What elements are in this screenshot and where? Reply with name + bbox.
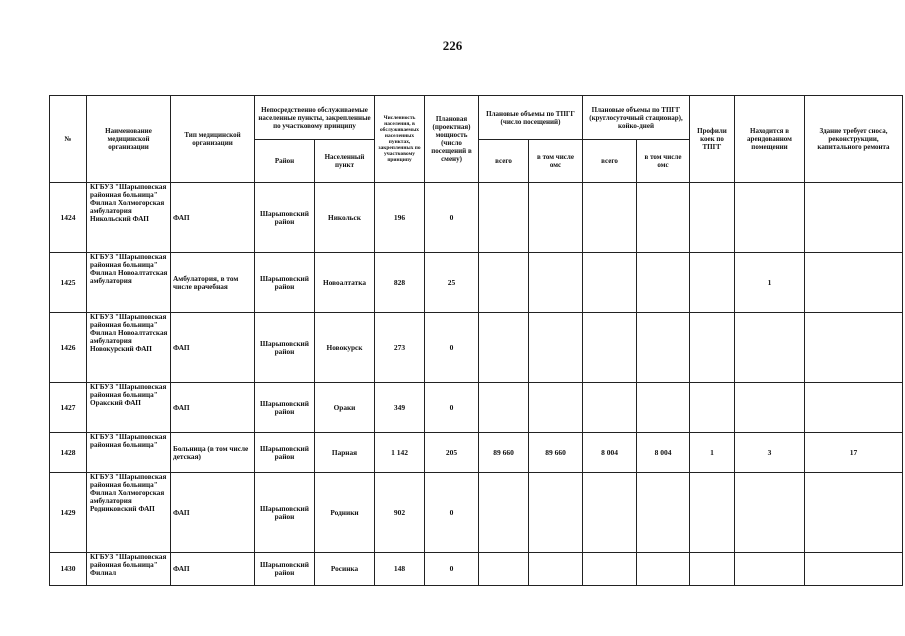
cell-visits-oms — [529, 253, 583, 313]
cell-settlement: Родники — [315, 473, 375, 553]
cell-capacity: 0 — [425, 473, 479, 553]
cell-beds-oms: 8 004 — [637, 433, 690, 473]
cell-visits-oms — [529, 383, 583, 433]
cell-row-number: 1424 — [50, 183, 87, 253]
cell-beds-oms — [637, 313, 690, 383]
cell-beds-total — [583, 183, 637, 253]
table-row — [50, 383, 903, 433]
cell-org-type: ФАП — [171, 553, 255, 586]
header-visits-total: всего — [479, 140, 529, 183]
cell-org-name: КГБУЗ "Шарыповская районная больница" Филиал Холмогорская амбулатория Никольский ФАП — [87, 183, 171, 253]
cell-visits-oms — [529, 183, 583, 253]
cell-rented: 3 — [735, 433, 805, 473]
cell-org-name: КГБУЗ "Шарыповская районная больница" Оракский ФАП — [87, 383, 171, 433]
cell-profile-beds — [690, 383, 735, 433]
cell-rented: 1 — [735, 253, 805, 313]
cell-org-type: Амбулатория, в том числе врачебная — [171, 253, 255, 313]
cell-population: 828 — [375, 253, 425, 313]
cell-org-type: ФАП — [171, 313, 255, 383]
cell-visits-oms — [529, 553, 583, 586]
cell-row-number: 1428 — [50, 433, 87, 473]
cell-visits-total — [479, 473, 529, 553]
cell-org-name: КГБУЗ "Шарыповская районная больница" — [87, 433, 171, 473]
cell-profile-beds — [690, 253, 735, 313]
cell-visits-total — [479, 553, 529, 586]
cell-beds-oms — [637, 383, 690, 433]
cell-org-type: Больница (в том числе детская) — [171, 433, 255, 473]
table-row — [50, 553, 903, 586]
cell-row-number: 1426 — [50, 313, 87, 383]
cell-org-name: КГБУЗ "Шарыповская районная больница" Филиал Новоалтатская амбулатория — [87, 253, 171, 313]
cell-profile-beds — [690, 473, 735, 553]
cell-settlement: Новоалтатка — [315, 253, 375, 313]
header-tpgg-visits: Плановые объемы по ТПГГ (число посещений) — [479, 96, 583, 140]
cell-population: 902 — [375, 473, 425, 553]
cell-repair — [805, 473, 903, 553]
cell-rented — [735, 383, 805, 433]
cell-population: 148 — [375, 553, 425, 586]
cell-settlement: Росинка — [315, 553, 375, 586]
cell-beds-oms — [637, 553, 690, 586]
cell-repair: 17 — [805, 433, 903, 473]
cell-profile-beds — [690, 553, 735, 586]
table-row — [50, 253, 903, 313]
table-row — [50, 473, 903, 553]
header-tpgg-beds: Плановые объемы по ТПГГ (круглосуточный стационар), койко-дней — [583, 96, 690, 140]
cell-capacity: 0 — [425, 383, 479, 433]
cell-visits-oms — [529, 473, 583, 553]
cell-capacity: 0 — [425, 553, 479, 586]
header-settlement: Населенный пункт — [315, 140, 375, 183]
header-population: Численность населения, в обслуживаемых населенных пунктах, закрепленных по участковому принципу — [375, 96, 425, 183]
cell-repair — [805, 183, 903, 253]
header-org-name: Наименование медицинской организации — [87, 96, 171, 183]
cell-capacity: 0 — [425, 313, 479, 383]
cell-district: Шарыповский район — [255, 553, 315, 586]
header-profile-beds: Профили коек по ТПГГ — [690, 96, 735, 183]
cell-row-number: 1430 — [50, 553, 87, 586]
cell-visits-oms — [529, 313, 583, 383]
cell-row-number: 1425 — [50, 253, 87, 313]
cell-profile-beds: 1 — [690, 433, 735, 473]
cell-org-name: КГБУЗ "Шарыповская районная больница" Филиал — [87, 553, 171, 586]
cell-rented — [735, 183, 805, 253]
cell-district: Шарыповский район — [255, 183, 315, 253]
cell-population: 349 — [375, 383, 425, 433]
cell-rented — [735, 553, 805, 586]
cell-beds-oms — [637, 253, 690, 313]
cell-settlement: Никольск — [315, 183, 375, 253]
cell-visits-oms: 89 660 — [529, 433, 583, 473]
cell-repair — [805, 253, 903, 313]
cell-org-type: ФАП — [171, 183, 255, 253]
cell-population: 273 — [375, 313, 425, 383]
cell-repair — [805, 383, 903, 433]
cell-district: Шарыповский район — [255, 313, 315, 383]
cell-settlement: Парная — [315, 433, 375, 473]
header-visits-oms: в том числе омс — [529, 140, 583, 183]
cell-settlement: Новокурск — [315, 313, 375, 383]
cell-settlement: Ораки — [315, 383, 375, 433]
cell-profile-beds — [690, 313, 735, 383]
cell-beds-total — [583, 253, 637, 313]
cell-district: Шарыповский район — [255, 433, 315, 473]
cell-org-type: ФАП — [171, 383, 255, 433]
cell-beds-total — [583, 473, 637, 553]
cell-visits-total — [479, 383, 529, 433]
cell-org-type: ФАП — [171, 473, 255, 553]
cell-capacity: 205 — [425, 433, 479, 473]
cell-capacity: 0 — [425, 183, 479, 253]
cell-beds-oms — [637, 183, 690, 253]
cell-visits-total — [479, 183, 529, 253]
cell-repair — [805, 313, 903, 383]
cell-rented — [735, 473, 805, 553]
cell-repair — [805, 553, 903, 586]
table-row — [50, 313, 903, 383]
facilities-table — [49, 95, 903, 586]
table-row — [50, 433, 903, 473]
header-rented: Находится в арендованном помещении — [735, 96, 805, 183]
header-org-type: Тип медицинской организации — [171, 96, 255, 183]
cell-beds-oms — [637, 473, 690, 553]
cell-row-number: 1427 — [50, 383, 87, 433]
cell-population: 1 142 — [375, 433, 425, 473]
cell-population: 196 — [375, 183, 425, 253]
page-number: 226 — [442, 38, 463, 53]
cell-district: Шарыповский район — [255, 253, 315, 313]
cell-profile-beds — [690, 183, 735, 253]
cell-beds-total — [583, 553, 637, 586]
header-num: № — [50, 96, 87, 183]
cell-district: Шарыповский район — [255, 383, 315, 433]
cell-beds-total — [583, 313, 637, 383]
header-beds-total: всего — [583, 140, 637, 183]
table-row — [50, 183, 903, 253]
cell-org-name: КГБУЗ "Шарыповская районная больница" Филиал Новоалтатская амбулатория Новокурский ФАП — [87, 313, 171, 383]
cell-beds-total — [583, 383, 637, 433]
header-district: Район — [255, 140, 315, 183]
cell-visits-total — [479, 313, 529, 383]
cell-rented — [735, 313, 805, 383]
cell-org-name: КГБУЗ "Шарыповская районная больница" Филиал Холмогорская амбулатория Родниковский ФАП — [87, 473, 171, 553]
cell-visits-total — [479, 253, 529, 313]
header-served: Непосредственно обслуживаемые населенные пункты, закрепленные по участковому принципу — [255, 96, 375, 140]
cell-district: Шарыповский район — [255, 473, 315, 553]
header-beds-oms: в том числе омс — [637, 140, 690, 183]
header-repair: Здание требует сноса, реконструкции, капитального ремонта — [805, 96, 903, 183]
cell-capacity: 25 — [425, 253, 479, 313]
cell-visits-total: 89 660 — [479, 433, 529, 473]
header-capacity: Плановая (проектная) мощность (число посещений в смену) — [425, 96, 479, 183]
cell-row-number: 1429 — [50, 473, 87, 553]
cell-beds-total: 8 004 — [583, 433, 637, 473]
